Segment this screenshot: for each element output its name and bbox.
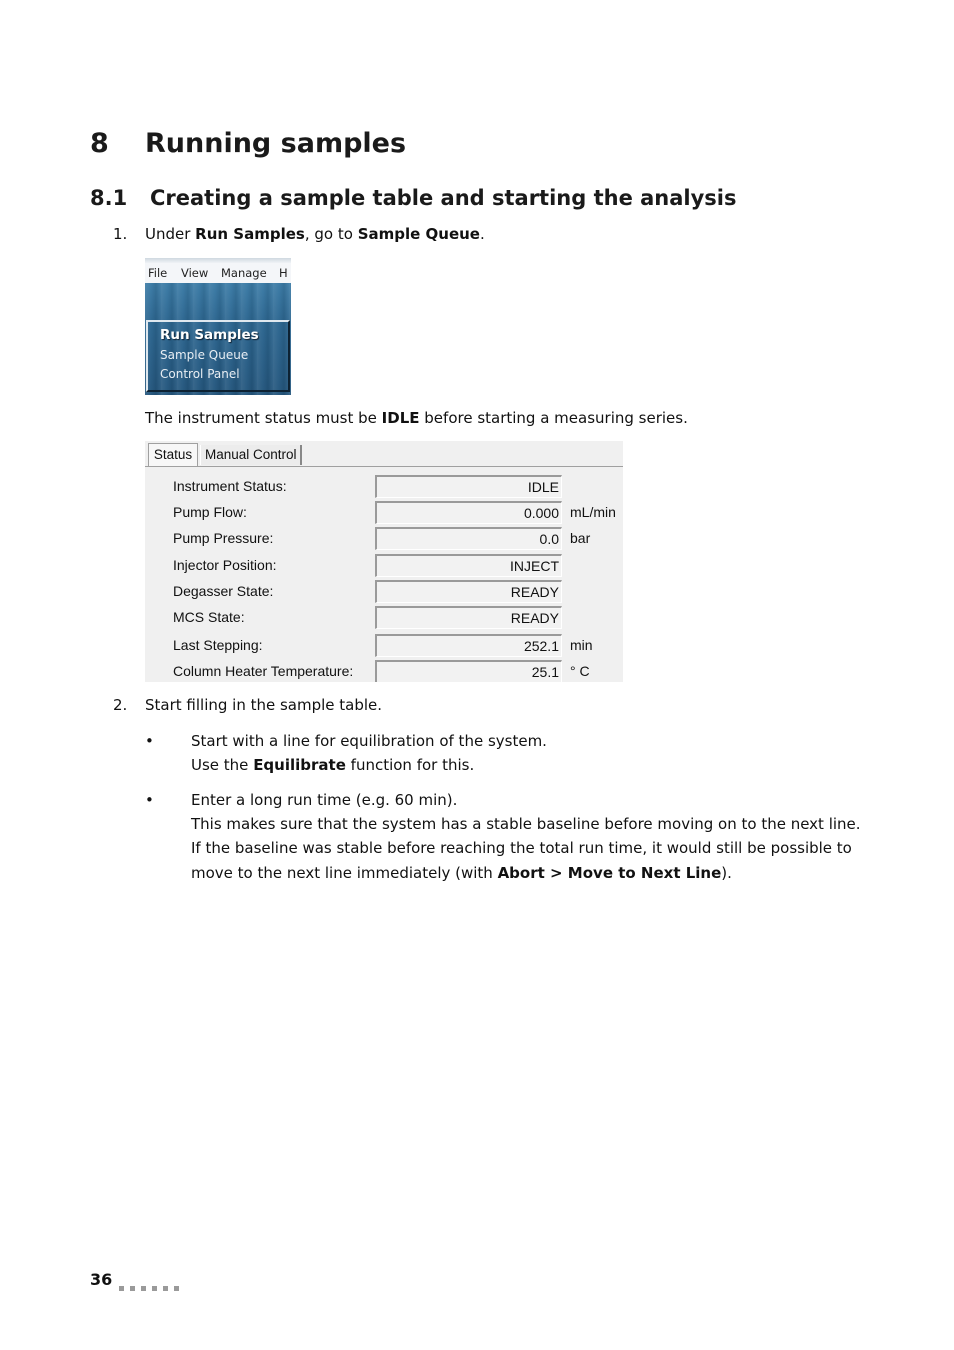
status-panel bbox=[145, 467, 623, 682]
bullet-2-line3: If the baseline was stable before reaching the total run time, it would still be possible to bbox=[191, 839, 852, 857]
degasser-state-field: READY bbox=[375, 580, 562, 603]
injector-position-label: Injector Position: bbox=[173, 557, 277, 573]
menu-manage[interactable]: Manage bbox=[221, 266, 267, 280]
instrument-status-screenshot bbox=[145, 441, 623, 682]
bullet-2-line4-a: move to the next line immediately (with bbox=[191, 864, 498, 882]
injector-position-field: INJECT bbox=[375, 554, 562, 577]
bullet-2-line4 bbox=[191, 861, 732, 885]
pump-pressure-label: Pump Pressure: bbox=[173, 530, 274, 546]
step1-bold-run-samples: Run Samples bbox=[195, 225, 305, 243]
step2-number: 2. bbox=[113, 696, 128, 714]
instrument-status-field: IDLE bbox=[375, 475, 562, 498]
step2-text: Start filling in the sample table. bbox=[145, 696, 383, 714]
step1-bold-sample-queue: Sample Queue bbox=[357, 225, 480, 243]
pump-flow-unit: mL/min bbox=[570, 504, 616, 520]
menu-view[interactable]: View bbox=[181, 266, 209, 280]
bullet-2-marker: • bbox=[145, 791, 154, 809]
control-panel-link[interactable]: Control Panel bbox=[160, 367, 240, 381]
step1-number: 1. bbox=[113, 225, 128, 243]
chapter-heading bbox=[90, 128, 406, 159]
bullet-2-bold-abort: Abort > Move to Next Line bbox=[497, 864, 722, 882]
tab-status[interactable]: Status bbox=[148, 443, 198, 467]
section-heading bbox=[90, 186, 737, 210]
bullet-1-marker: • bbox=[145, 732, 154, 750]
column-heater-temperature-unit: ° C bbox=[570, 663, 590, 679]
column-heater-temperature-label: Column Heater Temperature: bbox=[173, 663, 354, 679]
bullet-1-bold-equilibrate: Equilibrate bbox=[253, 756, 346, 774]
bullet-1-line2-b: function for this. bbox=[345, 756, 475, 774]
step1-text-a: Under bbox=[145, 225, 196, 243]
mcs-state-field: READY bbox=[375, 606, 562, 629]
idle-note-text-b: before starting a measuring series. bbox=[419, 409, 688, 427]
degasser-state-label: Degasser State: bbox=[173, 583, 274, 599]
idle-note-text-a: The instrument status must be bbox=[145, 409, 382, 427]
pump-pressure-field: 0.0 bbox=[375, 527, 562, 550]
last-stepping-label: Last Stepping: bbox=[173, 637, 263, 653]
section-title: Creating a sample table and starting the analysis bbox=[150, 186, 737, 210]
step1-text bbox=[145, 222, 485, 246]
chapter-title: Running samples bbox=[145, 128, 407, 159]
bullet-2-line1: Enter a long run time (e.g. 60 min). bbox=[191, 791, 458, 809]
page-number: 36 bbox=[90, 1270, 113, 1289]
run-samples-title[interactable]: Run Samples bbox=[160, 327, 259, 343]
pump-flow-label: Pump Flow: bbox=[173, 504, 247, 520]
last-stepping-field: 252.1 bbox=[375, 634, 562, 657]
last-stepping-unit: min bbox=[570, 637, 593, 653]
menu-file[interactable]: File bbox=[148, 266, 168, 280]
bullet-2-line4-b: ). bbox=[721, 864, 732, 882]
step1-text-c: . bbox=[479, 225, 485, 243]
bullet-1-line1: Start with a line for equilibration of the system. bbox=[191, 732, 547, 750]
column-heater-temperature-field: 25.1 bbox=[375, 660, 562, 682]
section-number: 8.1 bbox=[90, 186, 128, 210]
chapter-number: 8 bbox=[90, 128, 109, 159]
menu-bar bbox=[145, 263, 291, 283]
idle-note bbox=[145, 406, 688, 430]
bullet-1-line2 bbox=[191, 753, 474, 777]
pump-flow-field: 0.000 bbox=[375, 501, 562, 524]
sample-queue-link[interactable]: Sample Queue bbox=[160, 348, 249, 362]
menu-help[interactable]: H bbox=[279, 266, 288, 280]
idle-note-bold: IDLE bbox=[381, 409, 420, 427]
tab-manual-control[interactable]: Manual Control bbox=[200, 445, 302, 465]
bullet-2-line2: This makes sure that the system has a stable baseline before moving on to the next line. bbox=[191, 815, 861, 833]
step1-text-b: , go to bbox=[304, 225, 358, 243]
navigation-panel bbox=[145, 283, 291, 395]
pump-pressure-unit: bar bbox=[570, 530, 591, 546]
footer-dots-decoration bbox=[119, 1276, 185, 1295]
mcs-state-label: MCS State: bbox=[173, 609, 245, 625]
bullet-1-line2-a: Use the bbox=[191, 756, 254, 774]
instrument-status-label: Instrument Status: bbox=[173, 478, 287, 494]
run-samples-menu-screenshot bbox=[145, 258, 291, 395]
